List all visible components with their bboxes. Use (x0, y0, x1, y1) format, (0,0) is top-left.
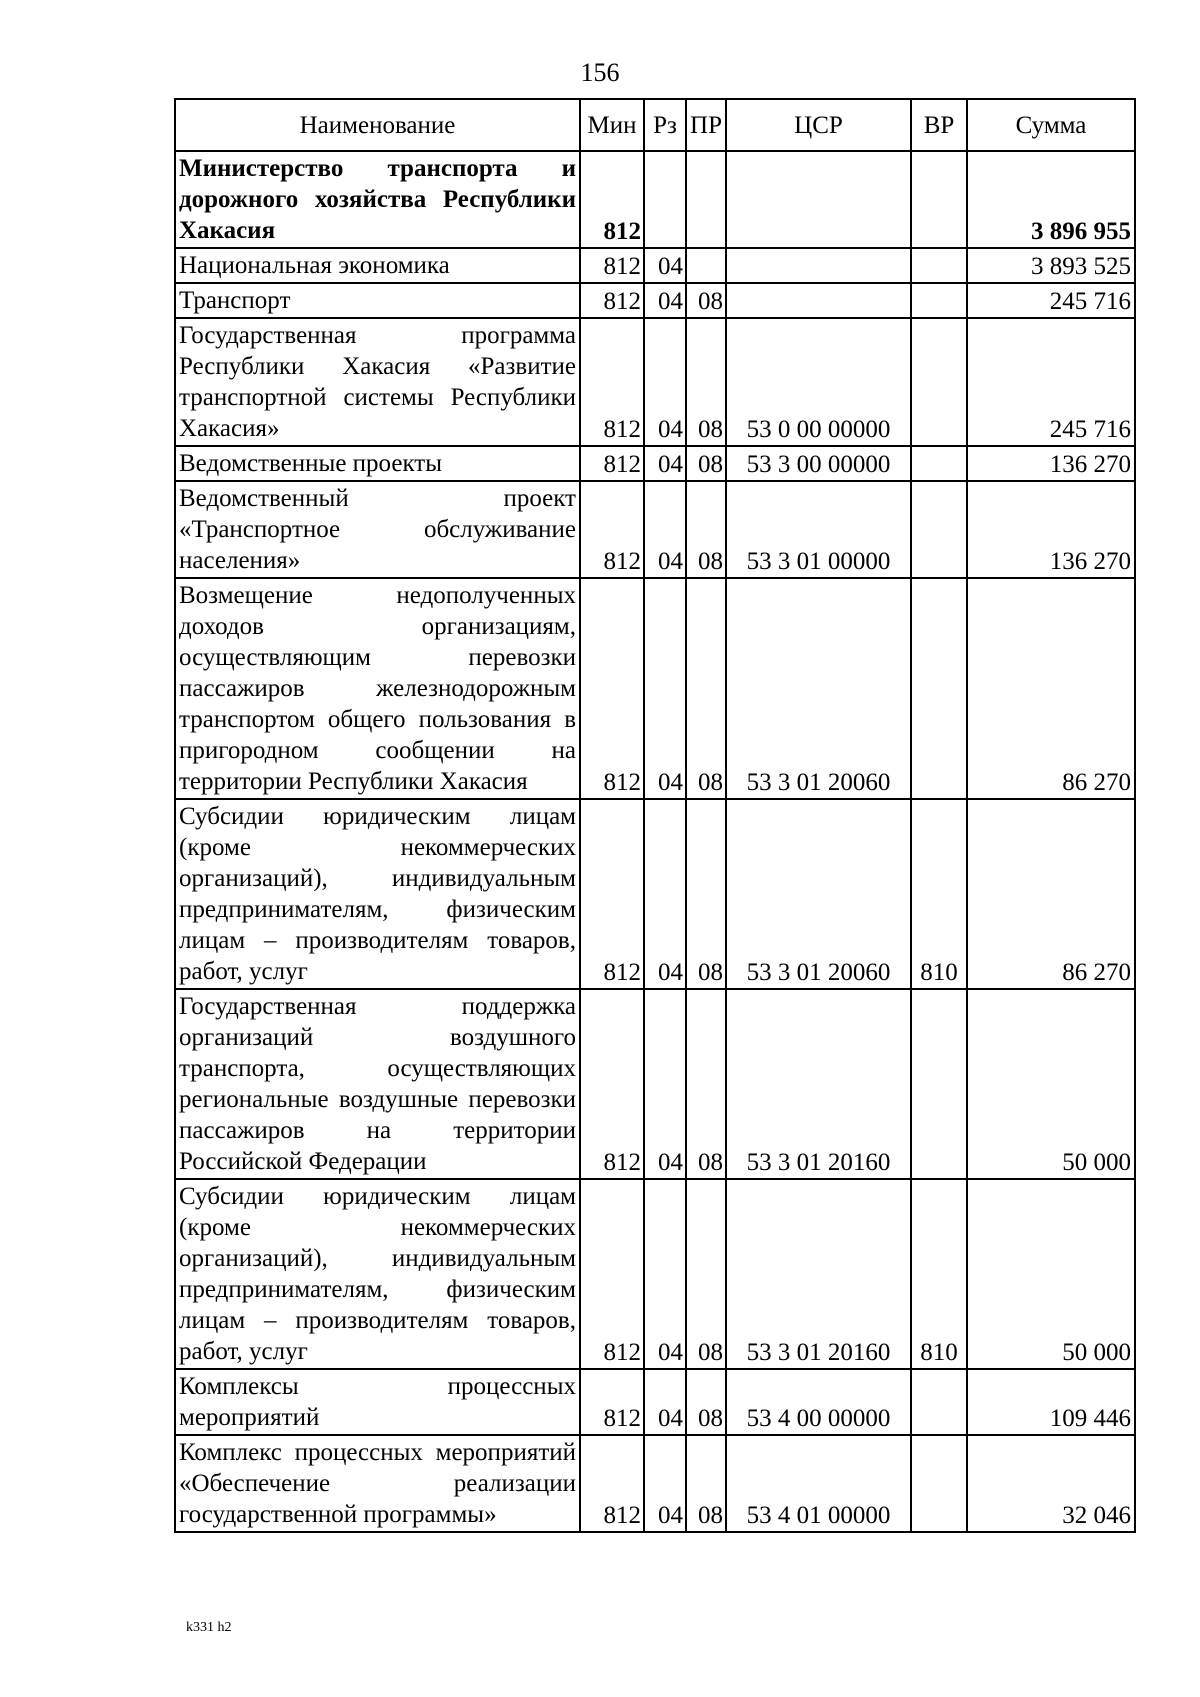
cell-vr (911, 446, 967, 481)
cell-rz: 04 (644, 481, 686, 578)
cell-sum: 50 000 (967, 989, 1135, 1179)
cell-min: 812 (580, 318, 644, 446)
cell-name: Транспорт (175, 283, 580, 318)
cell-name: Государственная программа Республики Хакасия «Развитие транспортной системы Республики Хакасия» (175, 318, 580, 446)
cell-rz: 04 (644, 1369, 686, 1435)
cell-vr (911, 1435, 967, 1532)
cell-pr: 08 (686, 799, 726, 989)
cell-vr (911, 481, 967, 578)
cell-min: 812 (580, 1179, 644, 1369)
cell-name: Комплекс процессных мероприятий «Обеспечение реализации государственной программы» (175, 1435, 580, 1532)
cell-name: Министерство транспорта и дорожного хозяйства Республики Хакасия (175, 151, 580, 248)
cell-pr: 08 (686, 1369, 726, 1435)
header-rz: Рз (644, 99, 686, 151)
table-row (175, 151, 1135, 248)
cell-name: Субсидии юридическим лицам (кроме некоммерческих организаций), индивидуальным предпринимателям, физическим лицам – производителям товаров, работ, услуг (175, 1179, 580, 1369)
header-name: Наименование (175, 99, 580, 151)
table-row (175, 578, 1135, 799)
header-pr: ПР (686, 99, 726, 151)
cell-rz: 04 (644, 248, 686, 283)
cell-rz: 04 (644, 283, 686, 318)
cell-vr (911, 989, 967, 1179)
table-row (175, 989, 1135, 1179)
cell-sum: 136 270 (967, 446, 1135, 481)
table-row (175, 1179, 1135, 1369)
cell-min: 812 (580, 1435, 644, 1532)
cell-rz: 04 (644, 1179, 686, 1369)
cell-csr (726, 283, 911, 318)
header-csr: ЦСР (726, 99, 911, 151)
cell-rz: 04 (644, 1435, 686, 1532)
table-row (175, 446, 1135, 481)
cell-vr: 810 (911, 1179, 967, 1369)
cell-min: 812 (580, 446, 644, 481)
cell-vr: 810 (911, 799, 967, 989)
cell-csr: 53 3 01 20160 (726, 1179, 911, 1369)
cell-sum: 86 270 (967, 578, 1135, 799)
cell-csr: 53 3 00 00000 (726, 446, 911, 481)
cell-sum: 3 896 955 (967, 151, 1135, 248)
table-row (175, 481, 1135, 578)
cell-rz: 04 (644, 578, 686, 799)
cell-pr: 08 (686, 989, 726, 1179)
cell-sum: 245 716 (967, 283, 1135, 318)
cell-min: 812 (580, 1369, 644, 1435)
footer-code: k331 h2 (186, 1620, 232, 1635)
table-row (175, 799, 1135, 989)
cell-min: 812 (580, 989, 644, 1179)
cell-vr (911, 1369, 967, 1435)
cell-sum: 109 446 (967, 1369, 1135, 1435)
table-row (175, 1369, 1135, 1435)
cell-pr: 08 (686, 318, 726, 446)
cell-csr: 53 4 01 00000 (726, 1435, 911, 1532)
cell-pr: 08 (686, 283, 726, 318)
cell-csr: 53 3 01 00000 (726, 481, 911, 578)
cell-name: Национальная экономика (175, 248, 580, 283)
cell-vr (911, 151, 967, 248)
header-vr: ВР (911, 99, 967, 151)
table-row (175, 283, 1135, 318)
cell-csr: 53 0 00 00000 (726, 318, 911, 446)
cell-csr (726, 248, 911, 283)
page-number: 156 (580, 58, 620, 87)
cell-name: Ведомственные проекты (175, 446, 580, 481)
cell-sum: 3 893 525 (967, 248, 1135, 283)
budget-table (174, 98, 1136, 1533)
header-min: Мин (580, 99, 644, 151)
cell-vr (911, 318, 967, 446)
cell-min: 812 (580, 481, 644, 578)
cell-csr (726, 151, 911, 248)
cell-sum: 86 270 (967, 799, 1135, 989)
table-row (175, 318, 1135, 446)
cell-pr: 08 (686, 446, 726, 481)
cell-name: Государственная поддержка организаций воздушного транспорта, осуществляющих региональные воздушные перевозки пассажиров на территории Российской Федерации (175, 989, 580, 1179)
cell-pr: 08 (686, 481, 726, 578)
cell-min: 812 (580, 283, 644, 318)
table-row (175, 248, 1135, 283)
cell-name: Субсидии юридическим лицам (кроме некоммерческих организаций), индивидуальным предпринимателям, физическим лицам – производителям товаров, работ, услуг (175, 799, 580, 989)
table-header-row (175, 99, 1135, 151)
cell-name: Ведомственный проект «Транспортное обслуживание населения» (175, 481, 580, 578)
cell-rz: 04 (644, 446, 686, 481)
cell-rz: 04 (644, 799, 686, 989)
cell-pr: 08 (686, 578, 726, 799)
cell-csr: 53 3 01 20060 (726, 578, 911, 799)
table-row (175, 1435, 1135, 1532)
cell-name: Возмещение недополученных доходов организациям, осуществляющим перевозки пассажиров железнодорожным транспортом общего пользования в пригородном сообщении на территории Республики Хакасия (175, 578, 580, 799)
cell-min: 812 (580, 799, 644, 989)
cell-csr: 53 3 01 20160 (726, 989, 911, 1179)
cell-vr (911, 248, 967, 283)
cell-sum: 32 046 (967, 1435, 1135, 1532)
cell-vr (911, 283, 967, 318)
cell-csr: 53 4 00 00000 (726, 1369, 911, 1435)
table-body (175, 151, 1135, 1532)
cell-min: 812 (580, 578, 644, 799)
cell-rz: 04 (644, 318, 686, 446)
header-sum: Сумма (967, 99, 1135, 151)
cell-rz: 04 (644, 989, 686, 1179)
cell-name: Комплексы процессных мероприятий (175, 1369, 580, 1435)
cell-csr: 53 3 01 20060 (726, 799, 911, 989)
cell-pr: 08 (686, 1179, 726, 1369)
cell-pr (686, 248, 726, 283)
cell-rz (644, 151, 686, 248)
cell-sum: 245 716 (967, 318, 1135, 446)
cell-min: 812 (580, 248, 644, 283)
cell-min: 812 (580, 151, 644, 248)
cell-vr (911, 578, 967, 799)
cell-sum: 50 000 (967, 1179, 1135, 1369)
cell-sum: 136 270 (967, 481, 1135, 578)
cell-pr: 08 (686, 1435, 726, 1532)
cell-pr (686, 151, 726, 248)
